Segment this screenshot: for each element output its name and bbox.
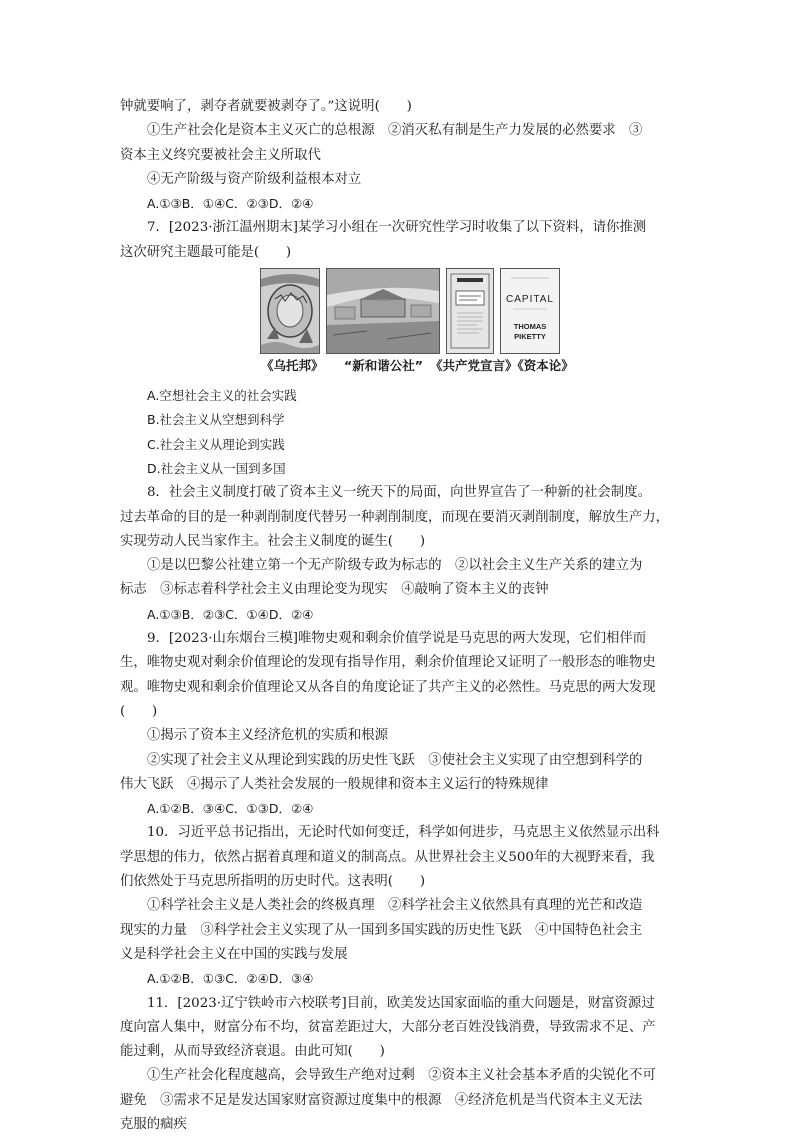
statement-line: ①是以巴黎公社建立第一个无产阶级专政为标志的 ②以社会主义生产关系的建立为 — [120, 554, 676, 578]
caption-manifesto-capital: 《共产党宣言》《资本论》 — [430, 356, 574, 374]
capital-author-last: PIKETTY — [514, 332, 546, 341]
capital-author-first: THOMAS — [514, 322, 547, 331]
question-text: 11．[2023·辽宁铁岭市六校联考]目前，欧美发达国家面临的重大问题是，财富资源过 — [120, 992, 676, 1016]
new-harmony-engraving-image — [326, 268, 440, 354]
question-text: 过去革命的目的是一种剥削制度代替另一种剥削制度，而现在要消灭剥削制度，解放生产力， — [120, 506, 676, 530]
statement-line: ②实现了社会主义从理论到实践的历史性飞跃 ③使社会主义实现了由空想到科学的 — [120, 749, 676, 773]
question-text: 能过剩，从而导致经济衰退。由此可知( ) — [120, 1040, 676, 1064]
answer-options: A.①③B．②③C．①④D．②④ — [120, 603, 676, 627]
statement-line: 伟大飞跃 ④揭示了人类社会发展的一般规律和资本主义运行的特殊规律 — [120, 773, 676, 797]
statement-line: 克服的痼疾 — [120, 1113, 676, 1137]
answer-options: A.①②B．①③C．②④D．③④ — [120, 967, 676, 991]
communist-manifesto-book-image — [446, 268, 494, 354]
question-9 — [120, 627, 676, 821]
question-text: 钟就要响了，剥夺者就要被剥夺了。”这说明( ) — [120, 95, 676, 119]
answer-options: A.①②B．③④C．①③D．②④ — [120, 797, 676, 821]
question-text: 7．[2023·浙江温州期末]某学习小组在一次研究性学习时收集了以下资料，请你推测 — [120, 216, 676, 240]
source-materials-figure — [120, 268, 676, 384]
statement-line: ①揭示了资本主义经济危机的实质和根源 — [120, 724, 676, 748]
question-8 — [120, 481, 676, 627]
answer-option-d: D.社会主义从一国到多国 — [120, 457, 676, 481]
statement-line: 避免 ③需求不足是发达国家财富资源过度集中的根源 ④经济危机是当代资本主义无法 — [120, 1089, 676, 1113]
question-text: 观。唯物史观和剩余价值理论又从各自的角度论证了共产主义的必然性。马克思的两大发现 — [120, 676, 676, 700]
answer-option-a: A.空想社会主义的社会实践 — [120, 384, 676, 408]
capital-book-image — [500, 268, 560, 354]
question-text: 8．社会主义制度打破了资本主义一统天下的局面，向世界宣告了一种新的社会制度。 — [120, 481, 676, 505]
statement-line: 标志 ③标志着科学社会主义由理论变为现实 ④敲响了资本主义的丧钟 — [120, 578, 676, 602]
caption-new-harmony: “新和谐公社” — [344, 356, 423, 374]
question-text: 生，唯物史观对剩余价值理论的发现有指导作用，剩余价值理论又证明了一般形态的唯物史 — [120, 651, 676, 675]
question-text: 学思想的伟力，依然占据着真理和道义的制高点。从世界社会主义500年的大视野来看，我 — [120, 846, 676, 870]
question-text: ( ) — [120, 700, 676, 724]
answer-options: A.①③B．①④C．②③D．②④ — [120, 192, 676, 216]
answer-option-b: B.社会主义从空想到科学 — [120, 408, 676, 432]
caption-utopia: 《乌托邦》 — [261, 356, 324, 374]
question-text: 这次研究主题最可能是( ) — [120, 241, 676, 265]
statement-line: 资本主义终究要被社会主义所取代 — [120, 144, 676, 168]
exam-page — [120, 95, 676, 1137]
utopia-woodcut-image — [260, 268, 320, 354]
statement-line: ①生产社会化是资本主义灭亡的总根源 ②消灭私有制是生产力发展的必然要求 ③ — [120, 119, 676, 143]
question-10 — [120, 821, 676, 991]
question-text: 10．习近平总书记指出，无论时代如何变迁，科学如何进步，马克思主义依然显示出科 — [120, 821, 676, 845]
question-11 — [120, 992, 676, 1137]
statement-line: ①生产社会化程度越高，会导致生产绝对过剩 ②资本主义社会基本矛盾的尖锐化不可 — [120, 1064, 676, 1088]
statement-line: ①科学社会主义是人类社会的终极真理 ②科学社会主义依然具有真理的光芒和改造 — [120, 894, 676, 918]
question-text: 们依然处于马克思所指明的历史时代。这表明( ) — [120, 870, 676, 894]
question-7 — [120, 216, 676, 481]
capital-title: CAPITAL — [506, 294, 554, 305]
question-6 — [120, 95, 676, 216]
answer-option-c: C.社会主义从理论到实践 — [120, 433, 676, 457]
question-text: 实现劳动人民当家作主。社会主义制度的诞生( ) — [120, 530, 676, 554]
statement-line: 现实的力量 ③科学社会主义实现了从一国到多国实践的历史性飞跃 ④中国特色社会主 — [120, 919, 676, 943]
statement-line: 义是科学社会主义在中国的实践与发展 — [120, 943, 676, 967]
question-text: 度向富人集中，财富分布不均，贫富差距过大，大部分老百姓没钱消费，导致需求不足、产 — [120, 1016, 676, 1040]
statement-line: ④无产阶级与资产阶级利益根本对立 — [120, 168, 676, 192]
question-text: 9．[2023·山东烟台三模]唯物史观和剩余价值学说是马克思的两大发现，它们相伴而 — [120, 627, 676, 651]
